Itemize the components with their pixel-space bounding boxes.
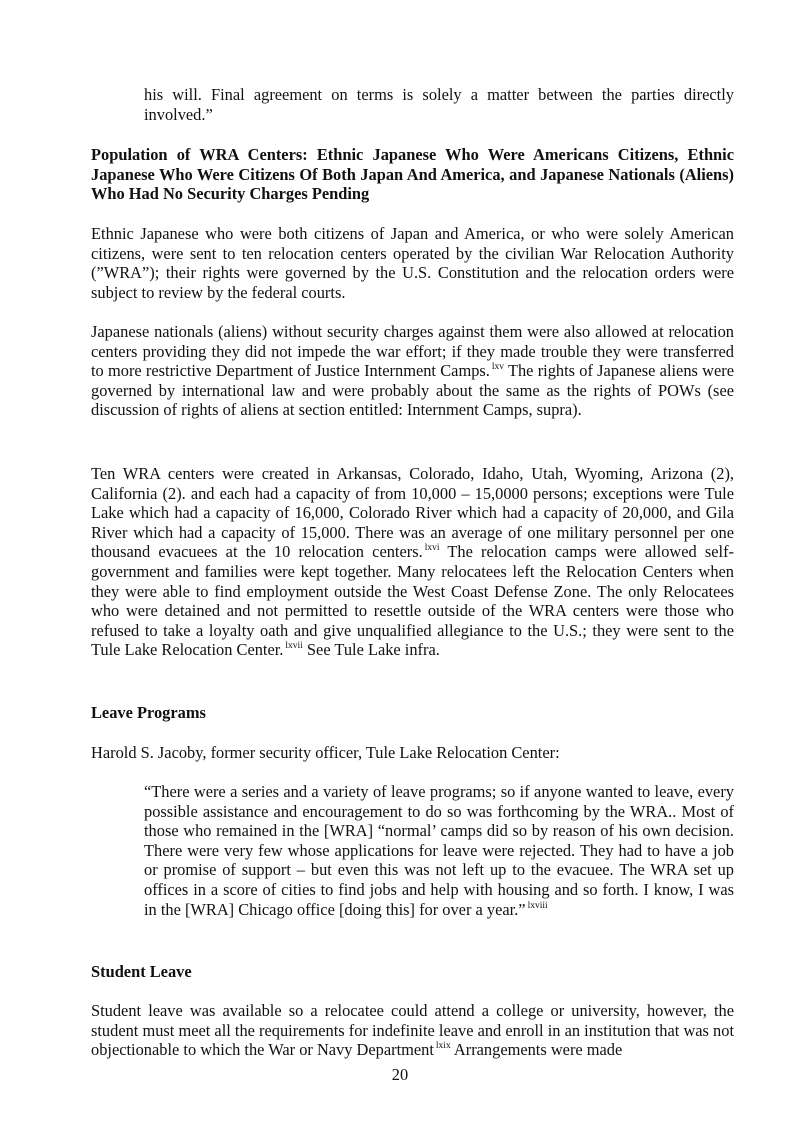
heading-population-of-wra-centers: Population of WRA Centers: Ethnic Japanese Who Were Americans Citizens, Ethnic Japanese Who Were Citizens Of Both Japan And America, and Japanese Nationals (Aliens) Who Had No Security Charges Pending xyxy=(91,145,734,204)
heading-leave-programs: Leave Programs xyxy=(91,703,206,722)
block-quote-text: “There were a series and a variety of leave programs; so if anyone wanted to leave, every possible assistance and encouragement to do so was forthcoming by the WRA.. Most of those who remained in the [WRA] “normal’ camps did so by reason of his own decision. There were very few whose applications for leave were rejected. They had to have a job or promise of support – but even this was not left up to the evacuee. The WRA set up offices in a score of cities to find jobs and help with housing and so forth. I know, I was in the [WRA] Chicago office [doing this] for over a year.” xyxy=(144,782,734,919)
paragraph-student-leave-text: Student leave was available so a relocatee could attend a college or university, however, the student must meet all the requirements for indefinite leave and enroll in an institution that was not objectionable to which the War or Navy Department xyxy=(91,1001,734,1060)
paragraph-aliens-text: Japanese nationals (aliens) without security charges against them were also allowed at relocation centers providing they did not impede the war effort; if they made trouble they were transferred to more restrictive Department of Justice Internment Camps. xyxy=(91,322,734,381)
paragraph-student-leave-text-cont: Arrangements were made xyxy=(450,1040,623,1060)
footnote-ref: lxvii xyxy=(285,641,303,652)
attribution-jacoby: Harold S. Jacoby, former security officer, Tule Lake Relocation Center: xyxy=(91,743,560,762)
paragraph-wra-centers-text: Ten WRA centers were created in Arkansas, Colorado, Idaho, Utah, Wyoming, Arizona (2), California (2). and each had a capacity of from 10,000 – 15,0000 persons; exceptions were Tule Lake which had a capacity of 16,000, Colorado River which had a capacity of 20,000, and Gila River which had a capacity of 15,000. There was an average of one military personnel per one thousand evacuees at the 10 relocation centers. xyxy=(91,464,734,562)
footnote-ref: lxv xyxy=(491,362,505,373)
paragraph-citizens: Ethnic Japanese who were both citizens of Japan and America, or who were solely American citizens, were sent to ten relocation centers operated by the civilian War Relocation Authority (”WRA”); their rights were governed by the U.S. Constitution and the relocation orders were subject to review by the federal courts. xyxy=(91,224,734,302)
footnote-ref: lxix xyxy=(435,1041,451,1052)
footnote-ref: lxvi xyxy=(424,543,440,554)
block-quote-leave-programs xyxy=(144,782,734,919)
page-number: 20 xyxy=(391,1065,409,1084)
paragraph-wra-centers xyxy=(91,464,734,660)
paragraph-aliens xyxy=(91,322,734,420)
quote-continuation: his will. Final agreement on terms is solely a matter between the parties directly involved.” xyxy=(144,85,734,124)
paragraph-wra-centers-text-cont: The relocation camps were allowed self-government and families were kept together. Many relocatees left the Relocation Centers when they were able to find employment outside the West Coast Defense Zone. The only Relocatees who were detained and not permitted to resettle outside of the WRA centers were those who refused to take a loyalty oath and give unqualified allegiance to the U.S.; they were sent to the Tule Lake Relocation Center. xyxy=(91,542,735,660)
paragraph-wra-centers-text-end: See Tule Lake infra. xyxy=(302,640,440,660)
paragraph-student-leave xyxy=(91,1001,734,1060)
paragraph-aliens-text-cont: The rights of Japanese aliens were governed by international law and were probably about the same as the rights of POWs (see discussion of rights of aliens at section entitled: Internment Camps, supra). xyxy=(91,361,735,420)
heading-student-leave: Student Leave xyxy=(91,962,192,981)
footnote-ref: lxviii xyxy=(527,900,548,911)
